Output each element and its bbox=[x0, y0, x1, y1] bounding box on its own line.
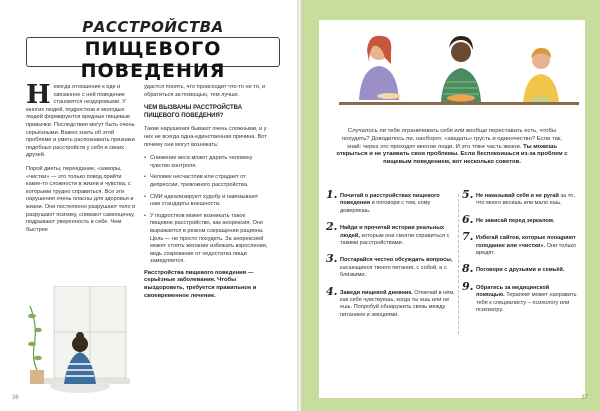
tip-item bbox=[462, 279, 578, 315]
page-number-right: 37 bbox=[581, 395, 588, 401]
intro-question-text: Случалось ли тебе ограничивать себя или вообще переставать есть, чтобы похудеть? Доводилось ли, наоборот, «заедать» грусть и одиночество? Если так, знай: через это проходят многие люди. И это тоже часть жизни. bbox=[341, 128, 563, 150]
drop-cap: Н bbox=[26, 80, 51, 110]
tip-number: 5. bbox=[462, 188, 474, 201]
paragraph: Такие нарушения бывают очень сложными, и у них не всегда одна-единственная причина. Вот почему они могут возникать: bbox=[144, 126, 267, 148]
closing-paragraph: Расстройства пищевого поведения — серьёзные заболевания. Чтобы выздороветь, требуется правильное и своевременное лечение. bbox=[144, 269, 257, 299]
left-text-column bbox=[26, 80, 136, 240]
list-item: • Человек несчастлив или страдает от депрессии, тревожного расстройства. bbox=[144, 174, 268, 189]
tip-bold: Обратись за медицинской помощью. bbox=[476, 284, 550, 299]
tip-item bbox=[326, 220, 456, 247]
tip-bold: Избегай сайтов, которые поощряют голодание или «чистки». bbox=[476, 235, 576, 249]
tip-item bbox=[326, 188, 456, 215]
tip-item bbox=[326, 284, 456, 320]
paragraph: Порой диеты, переедание, «заморы, «чистки» — это только повод прийти какие-то сложности в жизни и чувства, с которыми трудно справиться. Все эти нарушения очень опасны для здоровья и жизни. Они постепенно разрушают тело и разрушают психику, снижают самооценку, подрывают уверенность в себе. Чем быстрее bbox=[26, 165, 136, 233]
page-number-left: 36 bbox=[12, 395, 19, 401]
tip-item bbox=[462, 188, 578, 208]
people-eating-illustration bbox=[319, 30, 585, 116]
tip-text: Терапевт может направить тебя к специалисту – психологу или психиатру. bbox=[476, 292, 577, 314]
tip-number: 1. bbox=[326, 188, 338, 201]
tip-text: за то, что много весишь или мало ешь. bbox=[476, 193, 575, 207]
title-line-1: РАССТРОЙСТВА bbox=[82, 18, 224, 36]
tip-bold: Не наказывай себя и не ругай bbox=[476, 193, 559, 199]
title-line-2: ПИЩЕВОГО ПОВЕДЕНИЯ bbox=[80, 38, 226, 82]
list-item: • Снижение веса может дарить человеку чувство контроля. bbox=[144, 155, 268, 170]
tip-bold: Постарайся честно обсуждать вопросы, bbox=[340, 257, 453, 264]
tip-item bbox=[462, 212, 578, 226]
column-divider bbox=[458, 194, 459, 334]
tip-text: Отмечай в нём, как себя чувствуешь, когда ты ешь или не ешь. Попробуй обнаружить связь между питанием и эмоциями. bbox=[340, 289, 455, 318]
tip-number: 9. bbox=[462, 279, 474, 293]
tip-text: и поговори с тем, кому доверяешь. bbox=[340, 200, 431, 214]
tip-bold: Найди и прочитай истории реальных людей, bbox=[340, 225, 445, 239]
tip-number: 7. bbox=[462, 230, 474, 244]
paragraph: удастся понять, что происходит что-то не то, и обратиться за помощью, тем лучше. bbox=[144, 84, 266, 98]
tip-bold: Поговори с друзьями и семьёй. bbox=[476, 267, 565, 274]
tip-bold: Почитай о расстройствах пищевого поведения bbox=[340, 193, 440, 207]
section-heading: ЧЕМ ВЫЗВАНЫ РАССТРОЙСТВА ПИЩЕВОГО ПОВЕДЕНИЯ? bbox=[144, 105, 243, 119]
tip-text: касающиеся твоего питания, с собой, и с близкими. bbox=[340, 264, 447, 279]
tip-bold: Заведи пищевой дневник. bbox=[340, 289, 413, 296]
tip-number: 3. bbox=[326, 252, 338, 266]
tips-column-right bbox=[462, 188, 578, 324]
tip-text: Они только вредят. bbox=[476, 242, 577, 257]
tip-text: которым они смогли справиться с такими расстройствами. bbox=[340, 232, 450, 247]
tips-column-left bbox=[326, 188, 456, 329]
tip-number: 6. bbox=[462, 212, 474, 226]
tip-bold: Не зависай перед зеркалом. bbox=[476, 217, 555, 224]
intro-paragraph bbox=[26, 80, 136, 160]
tip-item bbox=[462, 262, 578, 276]
tip-number: 8. bbox=[462, 262, 474, 276]
right-text-column bbox=[144, 84, 268, 306]
girl-at-window-illustration bbox=[24, 286, 130, 396]
tip-number: 2. bbox=[326, 220, 338, 234]
intro-text: екогда отношение к еде и связанное с ней поведение становятся нездоровыми. У многих людей, подростков и молодых людей формируются вредные пищевые привычки. Последствия могут быть очень серьёзными. Важно знать об этой проблеме и уметь распознавать признаки подобных расстройств у себя и своих друзей. bbox=[26, 84, 135, 159]
list-item: • СМИ идеализируют худобу и навязывают нам стандарты внешности. bbox=[144, 194, 268, 209]
list-item: • У подростков может возникать такое пищевое расстройство, как анорексия. Оно выражается в резком сокращении рациона. Цель — не просто похудеть. За анорексией может стоять желание избежать взросления, ведь созревание от недостатка пищи замедляется. bbox=[144, 213, 268, 266]
intro-bold-text: Ты можешь открыться и не утаивать свои проблемы. Если беспокоишься из-за проблем с пищевым поведением, вот несколько советов. bbox=[336, 143, 568, 166]
tip-number: 4. bbox=[326, 284, 338, 298]
tip-item bbox=[462, 230, 578, 257]
page-title bbox=[22, 18, 284, 80]
causes-list bbox=[144, 155, 268, 266]
tip-item bbox=[326, 252, 456, 279]
intro-block bbox=[336, 128, 568, 167]
